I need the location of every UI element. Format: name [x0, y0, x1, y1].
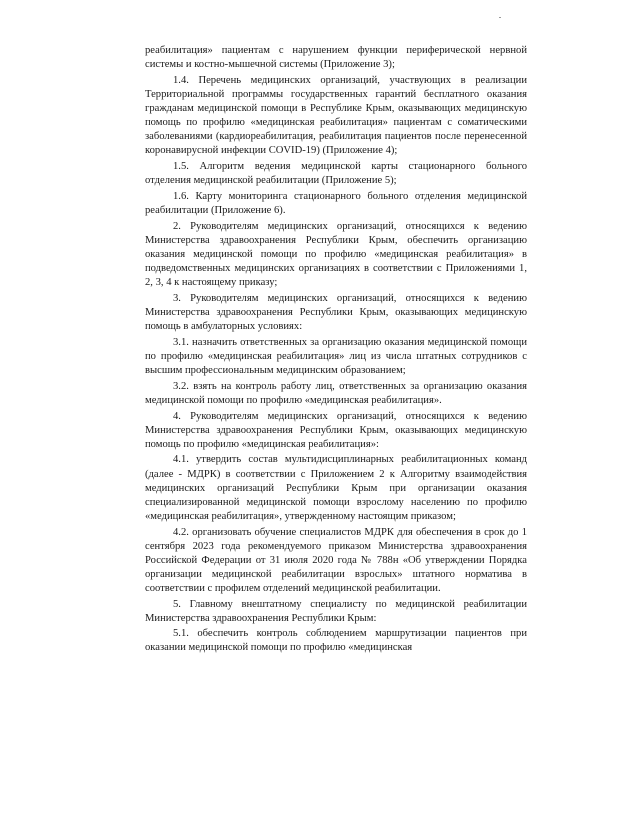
paragraph-1-6: 1.6. Карту мониторинга стационарного больного отделения медицинской реабилитации (Приложение 6).: [145, 190, 527, 216]
document-page: [145, 44, 527, 657]
paragraph-1-4: 1.4. Перечень медицинских организаций, участвующих в реализации Территориальной программы государственных гарантий бесплатного оказания гражданам медицинской помощи в Республике Крым, оказывающих медицинскую помощь по профилю «медицинская реабилитация» пациентам с соматическими заболеваниями (кардиореабилитация, реабилитация пациентов после перенесенной коронавирусной инфекции COVID-19) (Приложение 4);: [145, 74, 527, 157]
paragraph-1-5: 1.5. Алгоритм ведения медицинской карты стационарного больного отделения медицинской реабилитации (Приложение 5);: [145, 160, 527, 187]
paragraph-2: 2. Руководителям медицинских организаций, относящихся к ведению Министерства здравоохранения Республики Крым, обеспечить организацию оказания медицинской помощи по профилю «медицинская реабилитация» в подведомственных медицинских организациях в соответствии с Приложениями 1, 2, 3, 4 к настоящему приказу;: [145, 220, 527, 288]
paragraph-3-2: 3.2. взять на контроль работу лиц, ответственных за организацию оказания медицинской помощи по профилю «медицинская реабилитация».: [145, 380, 527, 406]
paragraph-4-2: 4.2. организовать обучение специалистов МДРК для обеспечения в срок до 1 сентября 2023 года рекомендуемого приказом Министерства здравоохранения Российской Федерации от 31 июля 2020 года № 788н «Об утверждении Порядка организации медицинской реабилитации взрослых» штатного норматива в соответствии с профилем отделений медицинской реабилитации.: [145, 526, 527, 594]
paragraph-3: 3. Руководителям медицинских организаций, относящихся к ведению Министерства здравоохранения Республики Крым, оказывающих медицинскую помощь в амбулаторных условиях:: [145, 292, 527, 332]
scan-speck: [499, 17, 501, 18]
paragraph-5-1: 5.1. обеспечить контроль соблюдением маршрутизации пациентов при оказании медицинской помощи по профилю «медицинская: [145, 628, 527, 654]
paragraph-5: 5. Главному внештатному специалисту по медицинской реабилитации Министерства здравоохранения Республики Крым:: [145, 598, 527, 624]
paragraph-3-1: 3.1. назначить ответственных за организацию оказания медицинской помощи по профилю «медицинская реабилитация» лиц из числа штатных сотрудников с высшим профессиональным медицинским образованием;: [145, 336, 527, 376]
paragraph-continuation: реабилитация» пациентам с нарушением функции периферической нервной системы и костно-мышечной системы (Приложение 3);: [145, 45, 527, 71]
paragraph-4: 4. Руководителям медицинских организаций, относящихся к ведению Министерства здравоохранения Республики Крым, оказывающих медицинскую помощь по профилю «медицинская реабилитация»:: [145, 410, 527, 450]
paragraph-4-1: 4.1. утвердить состав мультидисциплинарных реабилитационных команд (далее - МДРК) в соответствии с Приложением 2 к Алгоритму взаимодействия медицинских организаций Республики Крым при организации оказания специализированной медицинской помощи взрослому населению по профилю «медицинская реабилитация», утвержденному настоящим приказом;: [145, 454, 527, 522]
